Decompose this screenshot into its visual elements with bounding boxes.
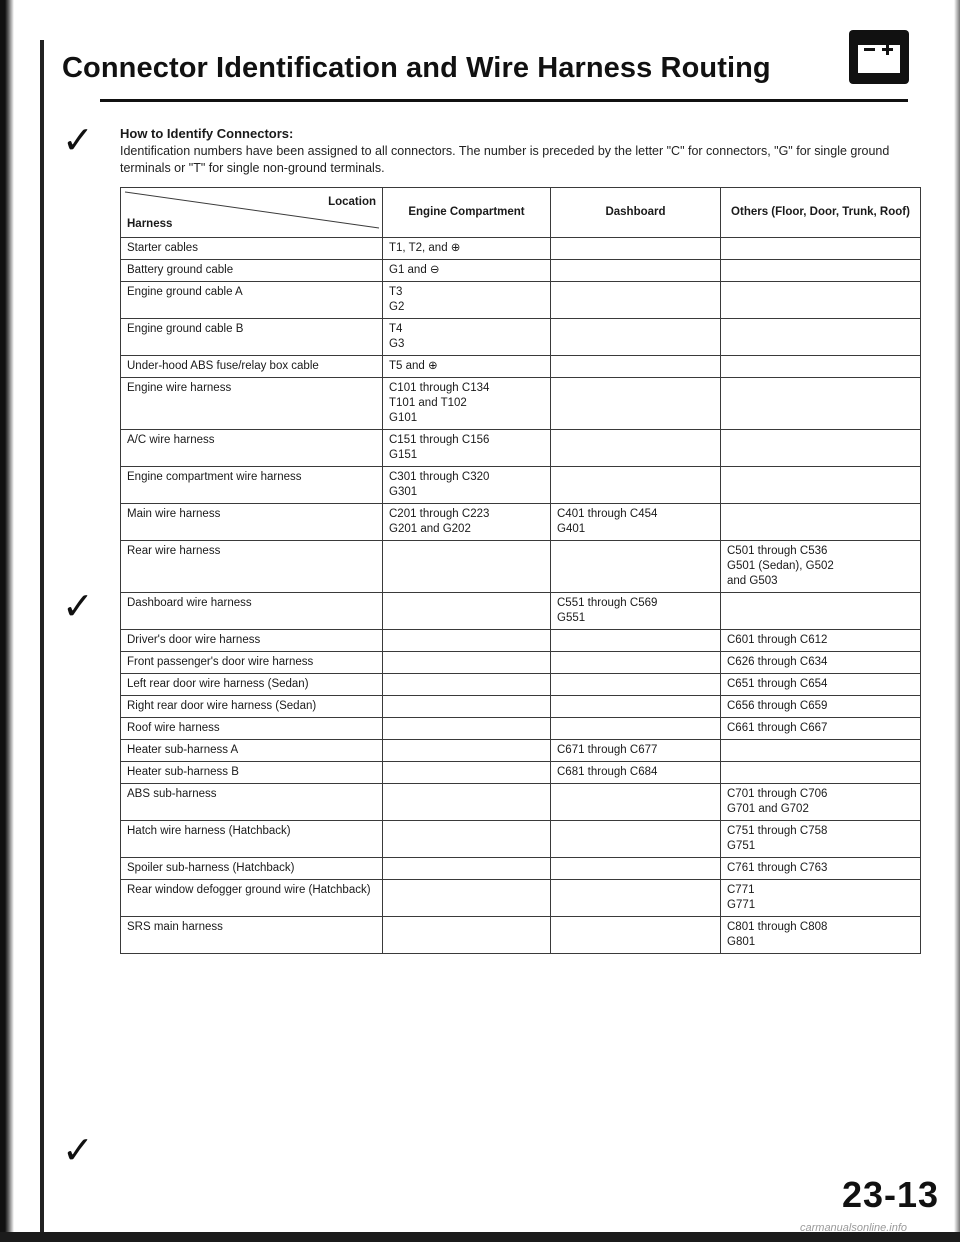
table-row xyxy=(121,356,921,378)
others-cell: C771 G771 xyxy=(721,880,921,917)
harness-cell: ABS sub-harness xyxy=(121,784,383,821)
dashboard-cell xyxy=(551,282,721,319)
others-cell xyxy=(721,593,921,630)
dashboard-cell xyxy=(551,430,721,467)
engine-compartment-cell xyxy=(383,718,551,740)
others-cell xyxy=(721,260,921,282)
dashboard-cell xyxy=(551,319,721,356)
harness-cell: Rear window defogger ground wire (Hatchback) xyxy=(121,880,383,917)
table-row xyxy=(121,740,921,762)
dashboard-cell: C401 through C454 G401 xyxy=(551,504,721,541)
table-row xyxy=(121,467,921,504)
harness-cell: Main wire harness xyxy=(121,504,383,541)
dashboard-cell xyxy=(551,378,721,430)
header-others: Others (Floor, Door, Trunk, Roof) xyxy=(721,188,921,238)
harness-cell: Heater sub-harness B xyxy=(121,762,383,784)
harness-cell: Engine compartment wire harness xyxy=(121,467,383,504)
harness-cell: Battery ground cable xyxy=(121,260,383,282)
harness-cell: Engine wire harness xyxy=(121,378,383,430)
header-dashboard: Dashboard xyxy=(551,188,721,238)
engine-compartment-cell: C301 through C320 G301 xyxy=(383,467,551,504)
table-row xyxy=(121,821,921,858)
dashboard-cell: C671 through C677 xyxy=(551,740,721,762)
table-row xyxy=(121,282,921,319)
engine-compartment-cell: T1, T2, and ⊕ xyxy=(383,238,551,260)
table-row xyxy=(121,319,921,356)
others-cell xyxy=(721,430,921,467)
engine-compartment-cell xyxy=(383,740,551,762)
dashboard-cell xyxy=(551,674,721,696)
dashboard-cell xyxy=(551,696,721,718)
table-row xyxy=(121,762,921,784)
engine-compartment-cell: T3 G2 xyxy=(383,282,551,319)
others-cell: C501 through C536 G501 (Sedan), G502 and G503 xyxy=(721,541,921,593)
table-row xyxy=(121,674,921,696)
harness-cell: Spoiler sub-harness (Hatchback) xyxy=(121,858,383,880)
harness-cell: Engine ground cable A xyxy=(121,282,383,319)
engine-compartment-cell: T4 G3 xyxy=(383,319,551,356)
page-number: 23-13 xyxy=(842,1174,940,1215)
dashboard-cell xyxy=(551,238,721,260)
harness-cell: Left rear door wire harness (Sedan) xyxy=(121,674,383,696)
watermark: carmanualsonline.info xyxy=(800,1222,908,1234)
connector-table xyxy=(120,187,921,954)
others-cell: C701 through C706 G701 and G702 xyxy=(721,784,921,821)
table-row xyxy=(121,630,921,652)
others-cell: C661 through C667 xyxy=(721,718,921,740)
harness-cell: Roof wire harness xyxy=(121,718,383,740)
title-underline xyxy=(100,99,908,102)
others-cell: C761 through C763 xyxy=(721,858,921,880)
harness-cell: Right rear door wire harness (Sedan) xyxy=(121,696,383,718)
dashboard-cell xyxy=(551,718,721,740)
header-location-harness xyxy=(121,188,383,238)
dashboard-cell xyxy=(551,821,721,858)
dashboard-cell xyxy=(551,467,721,504)
engine-compartment-cell: C151 through C156 G151 xyxy=(383,430,551,467)
scan-edge-right xyxy=(954,0,960,1242)
engine-compartment-cell: T5 and ⊕ xyxy=(383,356,551,378)
others-cell: C651 through C654 xyxy=(721,674,921,696)
harness-cell: Starter cables xyxy=(121,238,383,260)
table-header-row xyxy=(121,188,921,238)
engine-compartment-cell: G1 and ⊖ xyxy=(383,260,551,282)
table-row xyxy=(121,378,921,430)
harness-cell: Driver's door wire harness xyxy=(121,630,383,652)
engine-compartment-cell xyxy=(383,880,551,917)
battery-icon xyxy=(849,30,909,84)
engine-compartment-cell: C201 through C223 G201 and G202 xyxy=(383,504,551,541)
intro-paragraph: Identification numbers have been assigned to all connectors. The number is preceded by the letter "C" for connectors, "G" for single ground terminals or "T" for single non-ground terminals. xyxy=(120,144,890,175)
engine-compartment-cell xyxy=(383,762,551,784)
engine-compartment-cell xyxy=(383,696,551,718)
table-row xyxy=(121,858,921,880)
harness-cell: A/C wire harness xyxy=(121,430,383,467)
dashboard-cell xyxy=(551,541,721,593)
others-cell xyxy=(721,282,921,319)
others-cell: C751 through C758 G751 xyxy=(721,821,921,858)
others-cell xyxy=(721,504,921,541)
dashboard-cell xyxy=(551,652,721,674)
others-cell: C801 through C808 G801 xyxy=(721,917,921,954)
others-cell: C626 through C634 xyxy=(721,652,921,674)
engine-compartment-cell xyxy=(383,652,551,674)
others-cell: C601 through C612 xyxy=(721,630,921,652)
dashboard-cell xyxy=(551,630,721,652)
dashboard-cell xyxy=(551,784,721,821)
table-row xyxy=(121,430,921,467)
engine-compartment-cell xyxy=(383,541,551,593)
harness-cell: Under-hood ABS fuse/relay box cable xyxy=(121,356,383,378)
others-cell xyxy=(721,762,921,784)
engine-compartment-cell xyxy=(383,593,551,630)
others-cell xyxy=(721,378,921,430)
harness-cell: Heater sub-harness A xyxy=(121,740,383,762)
others-cell xyxy=(721,467,921,504)
engine-compartment-cell: C101 through C134 T101 and T102 G101 xyxy=(383,378,551,430)
harness-cell: Engine ground cable B xyxy=(121,319,383,356)
dashboard-cell xyxy=(551,880,721,917)
harness-cell: Front passenger's door wire harness xyxy=(121,652,383,674)
dashboard-cell xyxy=(551,858,721,880)
dashboard-cell xyxy=(551,260,721,282)
checkmark-icon: ✓ xyxy=(62,1128,94,1172)
table-row xyxy=(121,260,921,282)
dashboard-cell xyxy=(551,917,721,954)
scan-edge-left xyxy=(0,0,14,1242)
table-row xyxy=(121,917,921,954)
section-heading: How to Identify Connectors: xyxy=(120,126,294,141)
engine-compartment-cell xyxy=(383,821,551,858)
engine-compartment-cell xyxy=(383,917,551,954)
scan-binding-line xyxy=(40,40,44,1242)
table-row xyxy=(121,541,921,593)
table-row xyxy=(121,652,921,674)
table-row xyxy=(121,238,921,260)
engine-compartment-cell xyxy=(383,630,551,652)
others-cell xyxy=(721,356,921,378)
page-title: Connector Identification and Wire Harness Routing xyxy=(62,52,771,84)
others-cell xyxy=(721,238,921,260)
header-location-label: Location xyxy=(328,196,376,208)
dashboard-cell: C551 through C569 G551 xyxy=(551,593,721,630)
engine-compartment-cell xyxy=(383,858,551,880)
others-cell xyxy=(721,319,921,356)
table-body xyxy=(121,238,921,954)
table-row xyxy=(121,880,921,917)
header-harness-label: Harness xyxy=(127,218,173,230)
engine-compartment-cell xyxy=(383,784,551,821)
checkmark-icon: ✓ xyxy=(62,584,94,628)
harness-cell: Dashboard wire harness xyxy=(121,593,383,630)
table-row xyxy=(121,593,921,630)
checkmark-icon: ✓ xyxy=(62,118,94,162)
harness-cell: Rear wire harness xyxy=(121,541,383,593)
harness-cell: Hatch wire harness (Hatchback) xyxy=(121,821,383,858)
others-cell: C656 through C659 xyxy=(721,696,921,718)
table-row xyxy=(121,696,921,718)
table-row xyxy=(121,718,921,740)
engine-compartment-cell xyxy=(383,674,551,696)
others-cell xyxy=(721,740,921,762)
dashboard-cell xyxy=(551,356,721,378)
header-engine-compartment: Engine Compartment xyxy=(383,188,551,238)
harness-cell: SRS main harness xyxy=(121,917,383,954)
dashboard-cell: C681 through C684 xyxy=(551,762,721,784)
table-row xyxy=(121,784,921,821)
table-row xyxy=(121,504,921,541)
